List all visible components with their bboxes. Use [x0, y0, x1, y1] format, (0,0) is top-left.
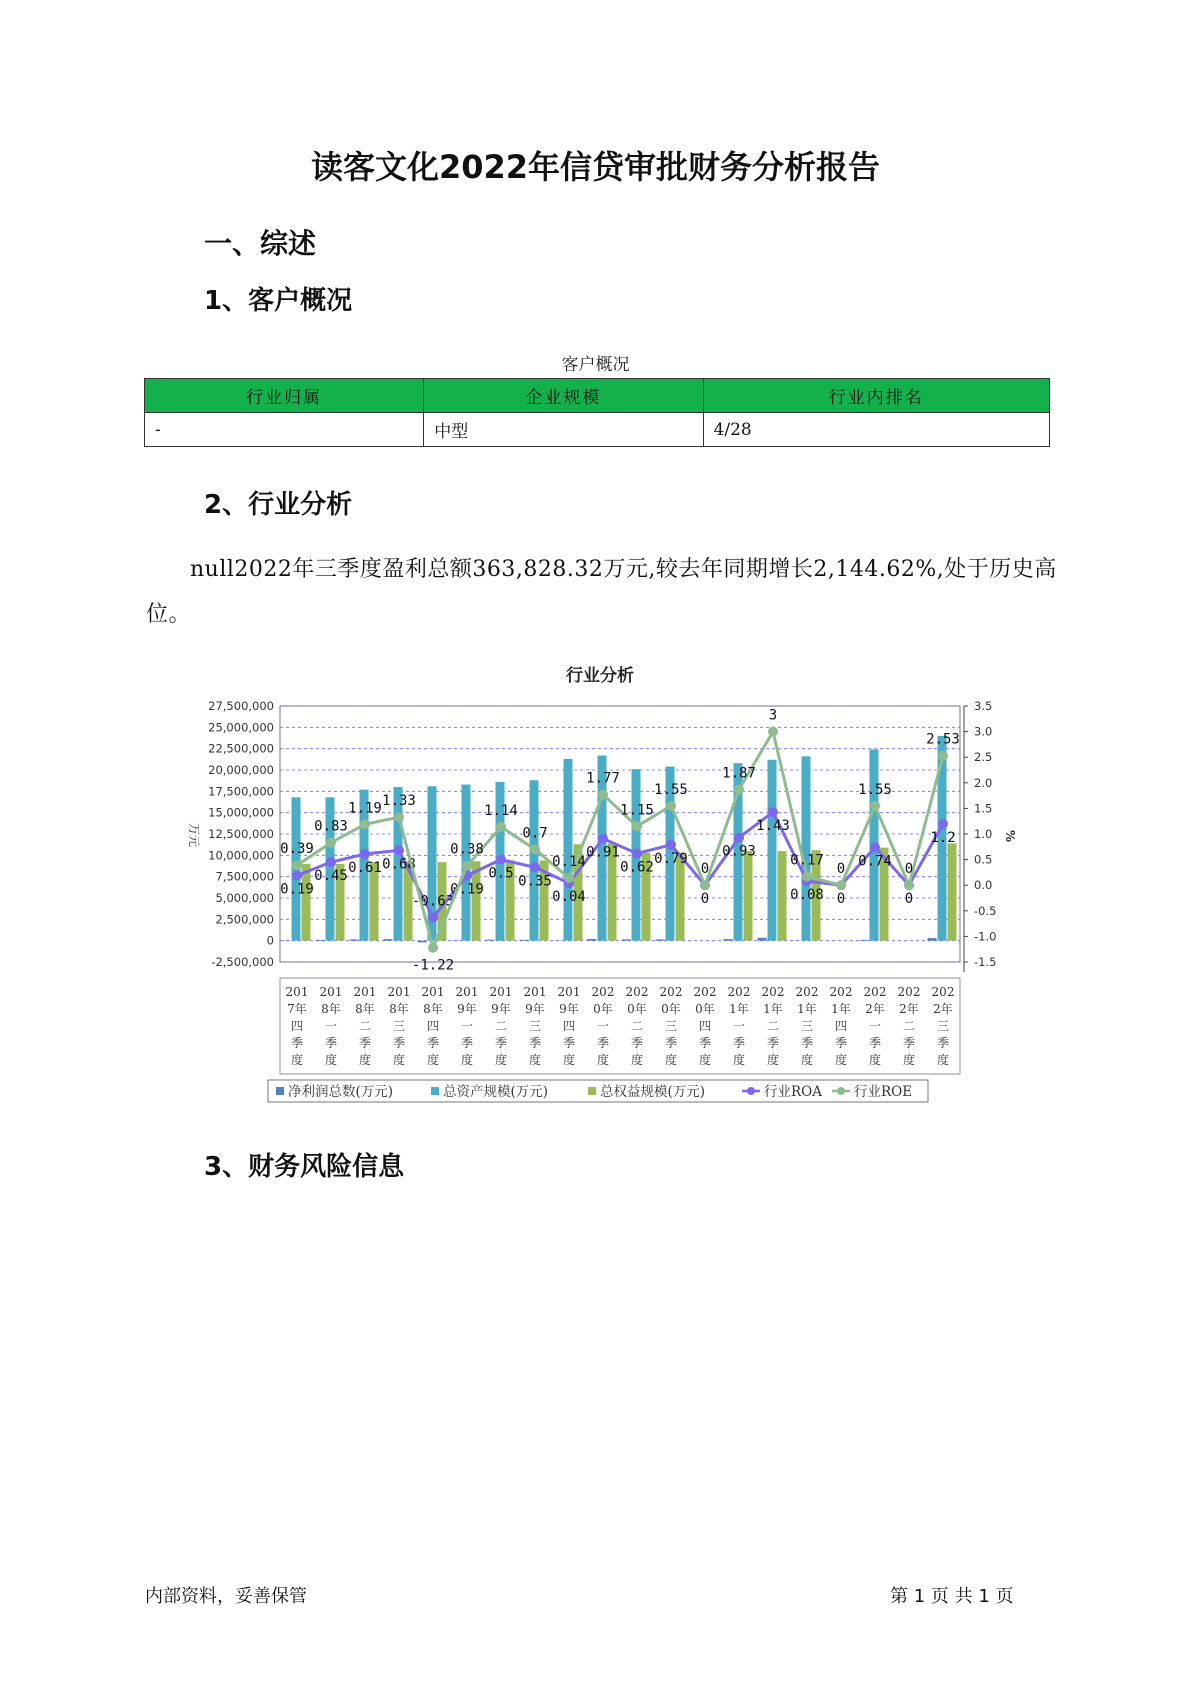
data-label-roa: 0	[836, 891, 846, 908]
x-tick-label: 度	[562, 1053, 576, 1067]
x-tick-label: 三	[528, 1019, 542, 1033]
x-tick-label: 度	[324, 1053, 338, 1067]
x-tick-label: 0年	[661, 1002, 681, 1016]
x-tick-label: 一	[732, 1019, 746, 1033]
data-label-roa: 0.5	[488, 865, 514, 882]
y2-tick-label: 0.5	[974, 852, 993, 867]
x-tick-label: 度	[494, 1053, 508, 1067]
x-tick-label: 二	[766, 1019, 780, 1033]
bar-total-equity	[778, 851, 787, 941]
x-tick-label: 一	[596, 1019, 610, 1033]
data-label-roe: 0.39	[280, 841, 314, 858]
y-tick-label: 20,000,000	[208, 763, 274, 777]
y2-tick-label: 3.0	[974, 724, 993, 739]
x-axis-box	[280, 978, 960, 1074]
table-cell-rank: 4/28	[703, 413, 1049, 447]
x-tick-label: 8年	[355, 1002, 375, 1016]
point-roa	[666, 840, 676, 850]
point-roa	[734, 833, 744, 843]
point-roe	[802, 871, 812, 881]
x-tick-label: 1年	[729, 1002, 749, 1016]
x-tick-label: 度	[698, 1053, 712, 1067]
table-caption: 客户概况	[561, 355, 630, 375]
y-tick-label: 2,500,000	[215, 912, 274, 927]
x-tick-label: 201	[489, 985, 513, 999]
data-label-roe: 3	[768, 707, 778, 724]
bar-net-profit	[316, 940, 325, 941]
x-tick-label: 8年	[321, 1002, 341, 1016]
y2-tick-label: 2.5	[974, 750, 993, 765]
legend-label: 总资产规模(万元)	[443, 1084, 549, 1100]
data-label-roa: 1.43	[756, 817, 790, 834]
x-tick-label: 7年	[287, 1002, 307, 1016]
data-label-roa: 0	[904, 891, 914, 908]
x-tick-label: 季	[596, 1036, 610, 1050]
data-label-roe: 1.15	[620, 802, 654, 819]
legend-label: 总权益规模(万元)	[600, 1084, 706, 1100]
document-title: 读客文化2022年信贷审批财务分析报告	[310, 148, 881, 186]
x-tick-label: 度	[596, 1053, 610, 1067]
x-tick-label: 二	[902, 1019, 916, 1033]
bar-net-profit	[860, 940, 869, 941]
point-roe	[530, 844, 540, 854]
x-tick-label: 四	[290, 1019, 304, 1033]
point-roe	[904, 880, 914, 890]
x-tick-label: 季	[324, 1036, 338, 1050]
y2-tick-label: -1.0	[974, 929, 997, 944]
point-roe	[938, 751, 948, 761]
data-label-roa: -0.63	[411, 893, 455, 910]
x-tick-label: 0年	[695, 1002, 715, 1016]
x-tick-label: 三	[800, 1019, 814, 1033]
x-tick-label: 季	[528, 1036, 542, 1050]
x-tick-label: 201	[319, 985, 343, 999]
x-tick-label: 201	[285, 985, 309, 999]
point-roe	[632, 821, 642, 831]
y-tick-label: 12,500,000	[208, 827, 274, 841]
bar-net-profit	[758, 938, 767, 941]
bar-net-profit	[588, 939, 597, 941]
x-tick-label: 季	[358, 1036, 372, 1050]
x-tick-label: 201	[421, 985, 445, 999]
bar-net-profit	[520, 940, 529, 941]
x-tick-label: 季	[664, 1036, 678, 1050]
x-tick-label: 201	[557, 985, 581, 999]
x-tick-label: 二	[494, 1019, 508, 1033]
y2-tick-label: -0.5	[974, 903, 997, 918]
x-tick-label: 一	[868, 1019, 882, 1033]
legend-swatch	[431, 1087, 439, 1095]
data-label-roe: 0	[904, 861, 914, 878]
subsection-heading-customer: 1、客户概况	[204, 286, 353, 316]
data-label-roa: 0.08	[790, 887, 824, 904]
bar-total-assets	[564, 759, 573, 941]
x-tick-label: 202	[659, 985, 683, 999]
bar-total-equity	[302, 864, 311, 941]
x-tick-label: 1年	[797, 1002, 817, 1016]
x-tick-label: 季	[766, 1036, 780, 1050]
chart-title: 行业分析	[566, 666, 634, 686]
data-label-roa: 0.62	[620, 859, 654, 876]
point-roe	[836, 880, 846, 890]
y2-tick-label: 1.0	[974, 827, 993, 841]
y-tick-label: 5,000,000	[215, 891, 274, 905]
point-roe	[462, 861, 472, 871]
data-label-roe: 1.19	[348, 800, 382, 817]
bar-net-profit	[622, 939, 631, 940]
x-tick-label: 季	[800, 1036, 814, 1050]
data-label-roa: 0.61	[348, 859, 382, 876]
x-tick-label: 三	[664, 1019, 678, 1033]
x-tick-label: 202	[931, 985, 955, 999]
y2-tick-label: 1.5	[974, 801, 993, 816]
point-roe	[564, 873, 574, 883]
bar-net-profit	[350, 939, 359, 940]
legend-swatch	[747, 1087, 755, 1095]
point-roe	[326, 838, 336, 848]
point-roa	[870, 842, 880, 852]
x-tick-label: 季	[698, 1036, 712, 1050]
y-tick-label: -2,500,000	[211, 955, 274, 969]
x-tick-label: 度	[426, 1053, 440, 1067]
data-label-roa: 0.19	[280, 881, 314, 898]
x-tick-label: 四	[562, 1019, 576, 1033]
x-tick-label: 度	[358, 1053, 372, 1067]
point-roe	[768, 727, 778, 737]
legend-swatch	[588, 1087, 596, 1095]
point-roe	[428, 943, 438, 953]
data-label-roa: 0	[700, 891, 710, 908]
x-tick-label: 季	[494, 1036, 508, 1050]
x-tick-label: 二	[358, 1019, 372, 1033]
point-roe	[292, 860, 302, 870]
point-roa	[598, 834, 608, 844]
legend-swatch	[276, 1087, 284, 1095]
x-tick-label: 0年	[593, 1002, 613, 1016]
x-tick-label: 8年	[389, 1002, 409, 1016]
x-tick-label: 度	[460, 1053, 474, 1067]
x-tick-label: 202	[795, 985, 819, 999]
footer-page-number: 第 1 页 共 1 页	[890, 1586, 1014, 1607]
x-tick-label: 度	[664, 1053, 678, 1067]
point-roa	[768, 807, 778, 817]
x-tick-label: 202	[863, 985, 887, 999]
y-tick-label: 7,500,000	[215, 869, 274, 884]
bar-total-assets	[802, 756, 811, 940]
data-label-roa: 0.79	[654, 850, 688, 867]
bar-total-equity	[948, 843, 957, 940]
data-label-roe: 1.55	[858, 781, 892, 798]
data-label-roe: 2.53	[926, 731, 960, 748]
x-tick-label: 四	[834, 1019, 848, 1033]
point-roe	[870, 801, 880, 811]
point-roa	[530, 862, 540, 872]
data-label-roa: 0.91	[586, 844, 620, 861]
point-roa	[292, 870, 302, 880]
data-label-roe: 1.77	[586, 770, 620, 787]
y-axis-title: 万元	[187, 822, 201, 848]
y2-tick-label: 0.0	[974, 878, 993, 893]
bar-net-profit	[724, 939, 733, 941]
point-roe	[666, 801, 676, 811]
legend-label: 行业ROA	[764, 1084, 822, 1100]
data-label-roa: 0.93	[722, 843, 756, 860]
x-tick-label: 度	[732, 1053, 746, 1067]
x-tick-label: 三	[936, 1019, 950, 1033]
point-roe	[360, 819, 370, 829]
x-tick-label: 201	[523, 985, 547, 999]
x-tick-label: 度	[800, 1053, 814, 1067]
point-roa	[394, 845, 404, 855]
industry-analysis-paragraph: null2022年三季度盈利总额363,828.32万元,较去年同期增长2,144.62%,处于历史高位。	[146, 557, 1057, 627]
x-tick-label: 202	[897, 985, 921, 999]
data-label-roe: 1.55	[654, 781, 688, 798]
point-roa	[428, 912, 438, 922]
y-tick-label: 22,500,000	[208, 741, 274, 756]
x-tick-label: 三	[392, 1019, 406, 1033]
x-tick-label: 201	[353, 985, 377, 999]
x-tick-label: 202	[625, 985, 649, 999]
x-tick-label: 9年	[457, 1002, 477, 1016]
y-tick-label: 15,000,000	[208, 805, 274, 820]
legend-swatch	[837, 1087, 845, 1095]
data-label-roe: 1.87	[722, 765, 756, 782]
x-tick-label: 1年	[763, 1002, 783, 1016]
x-tick-label: 季	[630, 1036, 644, 1050]
x-tick-label: 9年	[491, 1002, 511, 1016]
x-tick-label: 季	[562, 1036, 576, 1050]
x-tick-label: 季	[426, 1036, 440, 1050]
section-heading-overview: 一、综述	[204, 227, 317, 260]
x-tick-label: 季	[290, 1036, 304, 1050]
x-tick-label: 度	[630, 1053, 644, 1067]
data-label-roa: 0.35	[518, 873, 552, 890]
x-tick-label: 202	[829, 985, 853, 999]
data-label-roa: 0.19	[450, 881, 484, 898]
point-roa	[326, 857, 336, 867]
bar-total-assets	[768, 760, 777, 941]
data-label-roe: 0	[836, 861, 846, 878]
point-roa	[938, 819, 948, 829]
x-tick-label: 季	[732, 1036, 746, 1050]
data-label-roe: 1.33	[382, 793, 416, 810]
x-tick-label: 一	[460, 1019, 474, 1033]
legend-label: 净利润总数(万元)	[288, 1084, 394, 1100]
x-tick-label: 度	[834, 1053, 848, 1067]
bar-total-assets	[530, 780, 539, 940]
x-tick-label: 2年	[865, 1002, 885, 1016]
data-label-roe: 0.83	[314, 818, 348, 835]
subsection-heading-industry: 2、行业分析	[204, 490, 353, 520]
x-tick-label: 1年	[831, 1002, 851, 1016]
x-tick-label: 2年	[899, 1002, 919, 1016]
point-roe	[700, 880, 710, 890]
x-tick-label: 度	[392, 1053, 406, 1067]
x-tick-label: 度	[290, 1053, 304, 1067]
x-tick-label: 0年	[627, 1002, 647, 1016]
x-tick-label: 201	[387, 985, 411, 999]
y-tick-label: 27,500,000	[208, 699, 274, 713]
x-tick-label: 度	[868, 1053, 882, 1067]
legend-label: 行业ROE	[854, 1084, 913, 1100]
x-tick-label: 季	[460, 1036, 474, 1050]
x-tick-label: 9年	[525, 1002, 545, 1016]
x-tick-label: 季	[392, 1036, 406, 1050]
data-label-roe: 0.7	[522, 825, 548, 842]
x-tick-label: 202	[591, 985, 615, 999]
point-roe	[734, 784, 744, 794]
data-label-roe: 1.14	[484, 802, 518, 819]
point-roa	[360, 849, 370, 859]
x-tick-label: 二	[630, 1019, 644, 1033]
data-label-roa: 0.04	[552, 889, 586, 906]
data-label-roa: 1.2	[930, 829, 956, 846]
x-tick-label: 季	[936, 1036, 950, 1050]
footer-confidential: 内部资料，妥善保管	[145, 1586, 307, 1607]
x-tick-label: 季	[834, 1036, 848, 1050]
data-label-roa: 0.74	[858, 853, 892, 870]
data-label-roe: -1.22	[411, 957, 455, 974]
data-label-roa: 0.68	[382, 856, 416, 873]
table-header-scale: 企业规模	[424, 379, 703, 413]
bar-net-profit	[656, 939, 665, 940]
x-tick-label: 度	[766, 1053, 780, 1067]
x-tick-label: 202	[693, 985, 717, 999]
x-tick-label: 度	[528, 1053, 542, 1067]
y2-tick-label: -1.5	[974, 955, 997, 969]
x-tick-label: 季	[902, 1036, 916, 1050]
bar-net-profit	[486, 940, 495, 941]
x-tick-label: 一	[324, 1019, 338, 1033]
x-tick-label: 2年	[933, 1002, 953, 1016]
y2-tick-label: 3.5	[974, 699, 993, 713]
subsection-heading-risk: 3、财务风险信息	[204, 1152, 405, 1182]
data-label-roe: 0.38	[450, 841, 484, 858]
bar-net-profit	[928, 938, 937, 941]
point-roe	[598, 790, 608, 800]
point-roa	[496, 855, 506, 865]
data-label-roe: 0.14	[552, 854, 586, 871]
table-header-industry: 行业归属	[145, 379, 424, 413]
x-tick-label: 202	[727, 985, 751, 999]
x-tick-label: 8年	[423, 1002, 443, 1016]
table-cell-scale: 中型	[424, 413, 703, 447]
y-tick-label: 25,000,000	[208, 720, 274, 735]
bar-net-profit	[418, 941, 427, 943]
table-header-rank: 行业内排名	[703, 379, 1049, 413]
x-tick-label: 季	[868, 1036, 882, 1050]
x-tick-label: 度	[902, 1053, 916, 1067]
y-tick-label: 17,500,000	[208, 784, 274, 799]
bar-total-equity	[744, 851, 753, 941]
point-roe	[394, 812, 404, 822]
data-label-roe: 0.17	[790, 852, 824, 869]
data-label-roa: 0.45	[314, 868, 348, 885]
table-cell-industry: -	[145, 413, 424, 447]
point-roe	[496, 822, 506, 832]
data-label-roe: 0	[700, 861, 710, 878]
y2-axis-title: %	[1003, 829, 1017, 843]
x-tick-label: 201	[455, 985, 479, 999]
y2-tick-label: 2.0	[974, 775, 993, 790]
x-tick-label: 四	[426, 1019, 440, 1033]
x-tick-label: 四	[698, 1019, 712, 1033]
y-tick-label: 0	[266, 933, 274, 948]
x-tick-label: 度	[936, 1053, 950, 1067]
y-tick-label: 10,000,000	[208, 848, 274, 863]
x-tick-label: 9年	[559, 1002, 579, 1016]
x-tick-label: 202	[761, 985, 785, 999]
point-roa	[632, 848, 642, 858]
bar-net-profit	[384, 939, 393, 941]
